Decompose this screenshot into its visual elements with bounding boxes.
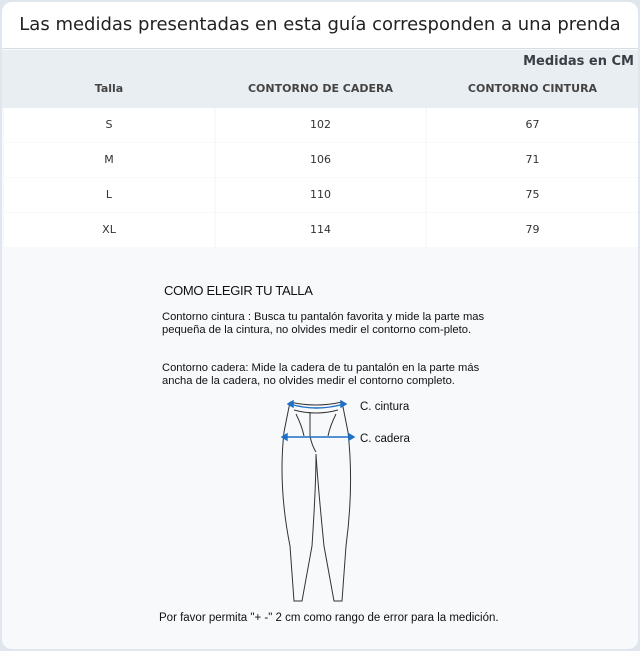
size-guide-panel (2, 2, 638, 649)
waist-cell: 79 (427, 213, 638, 247)
hip-cell: 114 (216, 213, 425, 247)
hip-cell: 106 (216, 143, 425, 177)
hip-instructions: Contorno cadera: Mide la cadera de tu pantalón en la parte más ancha de la cadera, no olvides medir el contorno completo. (162, 362, 480, 387)
size-cell: L (4, 178, 214, 212)
title-bar (2, 2, 638, 49)
waist-label: C. cintura (360, 401, 410, 413)
column-header-size: Talla (94, 82, 124, 95)
pants-illustration (272, 396, 372, 608)
table-header (2, 50, 638, 108)
waist-cell: 67 (427, 108, 638, 142)
hip-label: C. cadera (360, 433, 410, 445)
hip-cell: 102 (216, 108, 425, 142)
table-row (2, 178, 638, 212)
measurement-guide (2, 248, 638, 649)
table-row (2, 108, 638, 142)
waist-cell: 71 (427, 143, 638, 177)
page-title: Las medidas presentadas en esta guía corresponden a una prenda (19, 14, 621, 35)
column-header-hip: CONTORNO DE CADERA (247, 82, 394, 95)
size-cell: M (4, 143, 214, 177)
table-row (2, 143, 638, 177)
size-cell: S (4, 108, 214, 142)
size-cell: XL (4, 213, 214, 247)
guide-title: COMO ELEGIR TU TALLA (164, 283, 313, 298)
hip-measure-line (282, 434, 354, 440)
table-row (2, 213, 638, 247)
waist-instructions: Contorno cintura : Busca tu pantalón favorita y mide la parte mas pequeña de la cintura, no olvides medir el contorno com-pleto. (162, 311, 485, 336)
column-header-waist: CONTORNO CINTURA (467, 82, 598, 95)
unit-label: Medidas en CM (523, 54, 634, 69)
tolerance-note: Por favor permita "+ -" 2 cm como rango de error para la medición. (159, 612, 499, 624)
waist-cell: 75 (427, 178, 638, 212)
hip-cell: 110 (216, 178, 425, 212)
